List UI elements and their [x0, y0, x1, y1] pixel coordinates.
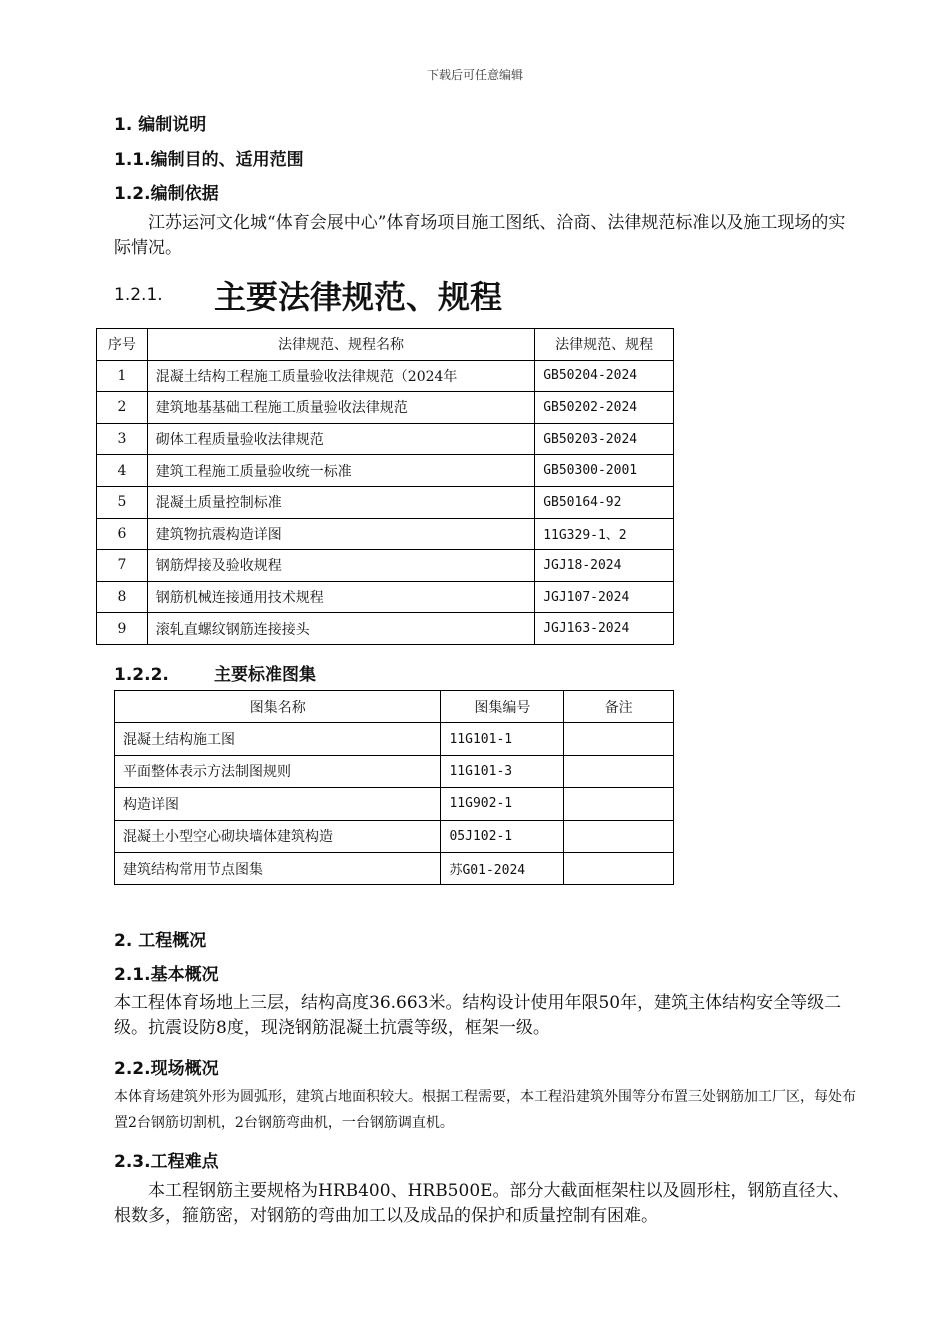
section-number: 1.2.2. [114, 665, 169, 685]
column-header: 备注 [564, 691, 674, 723]
regulation-code: GB50202-2024 [535, 392, 674, 424]
row-number: 6 [97, 518, 148, 550]
regulation-code: JGJ18-2024 [535, 550, 674, 582]
section-1-2-2-heading [114, 660, 316, 685]
table-row [115, 723, 674, 755]
section-title: 主要法律规范、规程 [214, 278, 503, 316]
atlas-name: 平面整体表示方法制图规则 [115, 755, 441, 787]
regulation-name: 混凝土结构工程施工质量验收法律规范（2024年 [147, 360, 534, 392]
table-row [115, 820, 674, 852]
atlas-table [114, 690, 674, 885]
column-header: 图集编号 [441, 691, 564, 723]
section-number: 1.2.1. [114, 285, 163, 305]
section-1-1-heading: 1.1.编制目的、适用范围 [114, 150, 304, 170]
table-row [97, 455, 674, 487]
table-row [97, 613, 674, 645]
regulation-name: 钢筋机械连接通用技术规程 [147, 581, 534, 613]
row-number: 1 [97, 360, 148, 392]
regulation-code: GB50204-2024 [535, 360, 674, 392]
regulation-code: JGJ163-2024 [535, 613, 674, 645]
section-1-2-1-heading [114, 272, 502, 318]
atlas-name: 混凝土小型空心砌块墙体建筑构造 [115, 820, 441, 852]
table-row [115, 788, 674, 820]
row-number: 9 [97, 613, 148, 645]
section-1-2-heading: 1.2.编制依据 [114, 184, 219, 204]
regulation-name: 砌体工程质量验收法律规范 [147, 423, 534, 455]
section-title: 主要标准图集 [214, 665, 316, 685]
atlas-note [564, 788, 674, 820]
row-number: 3 [97, 423, 148, 455]
table-row [97, 550, 674, 582]
section-2-2-text: 本体育场建筑外形为圆弧形，建筑占地面积较大。根据工程需要，本工程沿建筑外围等分布置三处钢筋加工厂区，每处布置2台钢筋切割机，2台钢筋弯曲机，一台钢筋调直机。 [114, 1089, 856, 1131]
atlas-code: 苏G01-2024 [441, 852, 564, 884]
regulation-code: JGJ107-2024 [535, 581, 674, 613]
atlas-note [564, 820, 674, 852]
section-2-1-text: 本工程体育场地上三层，结构高度36.663米。结构设计使用年限50年，建筑主体结构安全等级二级。抗震设防8度，现浇钢筋混凝土抗震等级，框架一级。 [114, 993, 842, 1038]
section-2-3-heading: 2.3.工程难点 [114, 1152, 219, 1172]
section-2-heading: 2. 工程概况 [114, 931, 207, 951]
table-header-row [97, 329, 674, 361]
regulations-table [96, 328, 674, 645]
regulation-name: 混凝土质量控制标准 [147, 486, 534, 518]
regulation-name: 建筑地基基础工程施工质量验收法律规范 [147, 392, 534, 424]
atlas-note [564, 852, 674, 884]
column-header: 法律规范、规程名称 [147, 329, 534, 361]
table-row [97, 581, 674, 613]
section-1-2-text: 江苏运河文化城“体育会展中心”体育场项目施工图纸、洽商、法律规范标准以及施工现场的实际情况。 [114, 213, 846, 258]
column-header: 图集名称 [115, 691, 441, 723]
row-number: 2 [97, 392, 148, 424]
atlas-note [564, 755, 674, 787]
table-row [115, 852, 674, 884]
table-row [97, 392, 674, 424]
atlas-code: 11G101-1 [441, 723, 564, 755]
regulation-name: 建筑物抗震构造详图 [147, 518, 534, 550]
section-2-1-heading: 2.1.基本概况 [114, 965, 219, 985]
section-1-heading: 1. 编制说明 [114, 115, 207, 135]
atlas-note [564, 723, 674, 755]
page-header: 下载后可任意编辑 [426, 68, 523, 82]
atlas-name: 建筑结构常用节点图集 [115, 852, 441, 884]
regulation-name: 钢筋焊接及验收规程 [147, 550, 534, 582]
table-row [97, 518, 674, 550]
atlas-name: 构造详图 [115, 788, 441, 820]
section-2-3-text: 本工程钢筋主要规格为HRB400、HRB500E。部分大截面框架柱以及圆形柱，钢筋直径大、根数多，箍筋密，对钢筋的弯曲加工以及成品的保护和质量控制有困难。 [114, 1181, 850, 1226]
section-2-2-heading: 2.2.现场概况 [114, 1059, 219, 1079]
atlas-code: 11G101-3 [441, 755, 564, 787]
table-row [97, 486, 674, 518]
column-header: 法律规范、规程 [535, 329, 674, 361]
row-number: 7 [97, 550, 148, 582]
regulation-code: GB50300-2001 [535, 455, 674, 487]
regulation-code: GB50164-92 [535, 486, 674, 518]
regulation-code: 11G329-1、2 [535, 518, 674, 550]
regulation-code: GB50203-2024 [535, 423, 674, 455]
row-number: 5 [97, 486, 148, 518]
table-row [115, 755, 674, 787]
atlas-name: 混凝土结构施工图 [115, 723, 441, 755]
regulation-name: 建筑工程施工质量验收统一标准 [147, 455, 534, 487]
table-header-row [115, 691, 674, 723]
table-row [97, 360, 674, 392]
row-number: 8 [97, 581, 148, 613]
regulation-name: 滚轧直螺纹钢筋连接接头 [147, 613, 534, 645]
atlas-code: 05J102-1 [441, 820, 564, 852]
atlas-code: 11G902-1 [441, 788, 564, 820]
column-header: 序号 [97, 329, 148, 361]
table-row [97, 423, 674, 455]
row-number: 4 [97, 455, 148, 487]
